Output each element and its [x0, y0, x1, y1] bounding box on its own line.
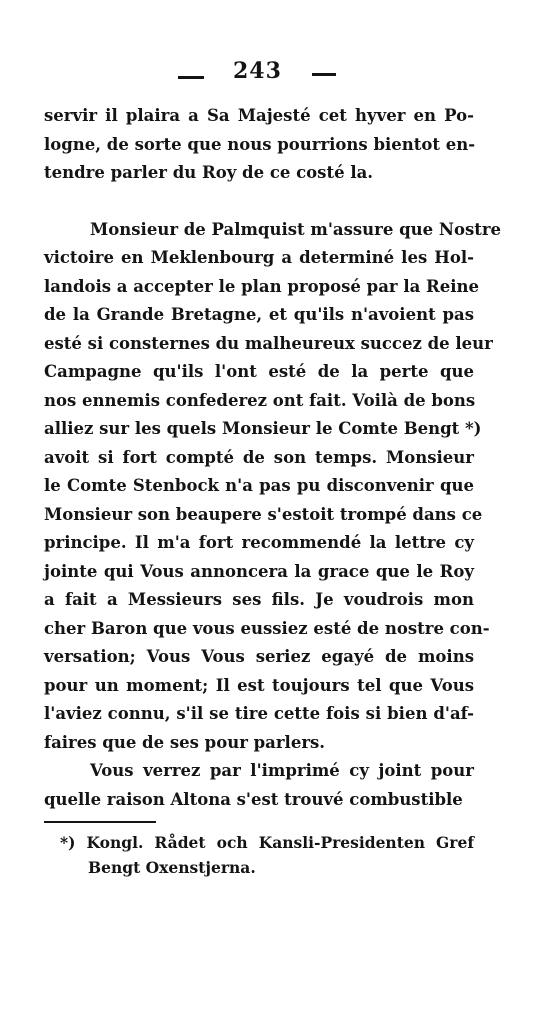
- page-header: [0, 58, 560, 88]
- text-line: alliez sur les quels Monsieur le Comte Bengt *): [44, 419, 482, 438]
- text-line: esté si consternes du malheureux succez de leur: [44, 333, 493, 353]
- text-line: principe. Il m'a fort recommendé la lettre cy: [44, 533, 474, 552]
- text-line: pour un moment; Il est toujours tel que Vous: [44, 675, 474, 695]
- footnote: [60, 830, 474, 880]
- text-line: le Comte Stenbock n'a pas pu disconvenir que: [44, 476, 474, 495]
- text-line: Monsieur son beaupere s'estoit trompé dans ce: [44, 504, 483, 524]
- text-line: tendre parler du Roy de ce costé la.: [44, 163, 374, 182]
- text-line: versation; Vous Vous seriez egayé de moins: [44, 647, 474, 666]
- footnote-line: *) Kongl. Rådet och Kansli-Presidenten Gref: [60, 833, 474, 852]
- text-line: landois a accepter le plan proposé par la Reine: [44, 276, 480, 296]
- text-line: a fait a Messieurs ses fils. Je voudrois mon: [44, 590, 474, 609]
- footnote-line: Bengt Oxenstjerna.: [88, 858, 256, 877]
- text-line: jointe qui Vous annoncera la grace que le Roy: [44, 561, 474, 581]
- paragraph: [44, 757, 474, 814]
- text-line: quelle raison Altona s'est trouvé combustible: [44, 789, 463, 809]
- text-line: logne, de sorte que nous pourrions bientot en-: [44, 134, 476, 154]
- footnote-rule: [44, 821, 156, 823]
- text-line: avoit si fort compté de son temps. Monsieur: [44, 447, 474, 467]
- text-line: servir il plaira a Sa Majesté cet hyver en Po-: [44, 106, 474, 125]
- text-line: Monsieur de Palmquist m'assure que Nostre: [90, 219, 502, 239]
- text-line: victoire en Meklenbourg a determiné les Hol-: [44, 248, 474, 267]
- text-line: cher Baron que vous eussiez esté de nostre con-: [44, 618, 490, 638]
- text-line: nos ennemis confederez ont fait. Voilà de bons: [44, 390, 476, 410]
- header-dash-left: [178, 76, 204, 79]
- text-line: faires que de ses pour parlers.: [44, 732, 326, 752]
- text-line: de la Grande Bretagne, et qu'ils n'avoient pas: [44, 305, 474, 324]
- text-line: Vous verrez par l'imprimé cy joint pour: [90, 761, 474, 780]
- paragraph: [44, 102, 474, 188]
- paragraph: [44, 216, 502, 758]
- text-line: Campagne qu'ils l'ont esté de la perte que: [44, 362, 474, 381]
- text-line: l'aviez connu, s'il se tire cette fois si bien d'af-: [44, 704, 474, 723]
- body-text: [44, 102, 502, 814]
- header-dash-right: [312, 73, 336, 76]
- page-number: 243: [233, 58, 282, 84]
